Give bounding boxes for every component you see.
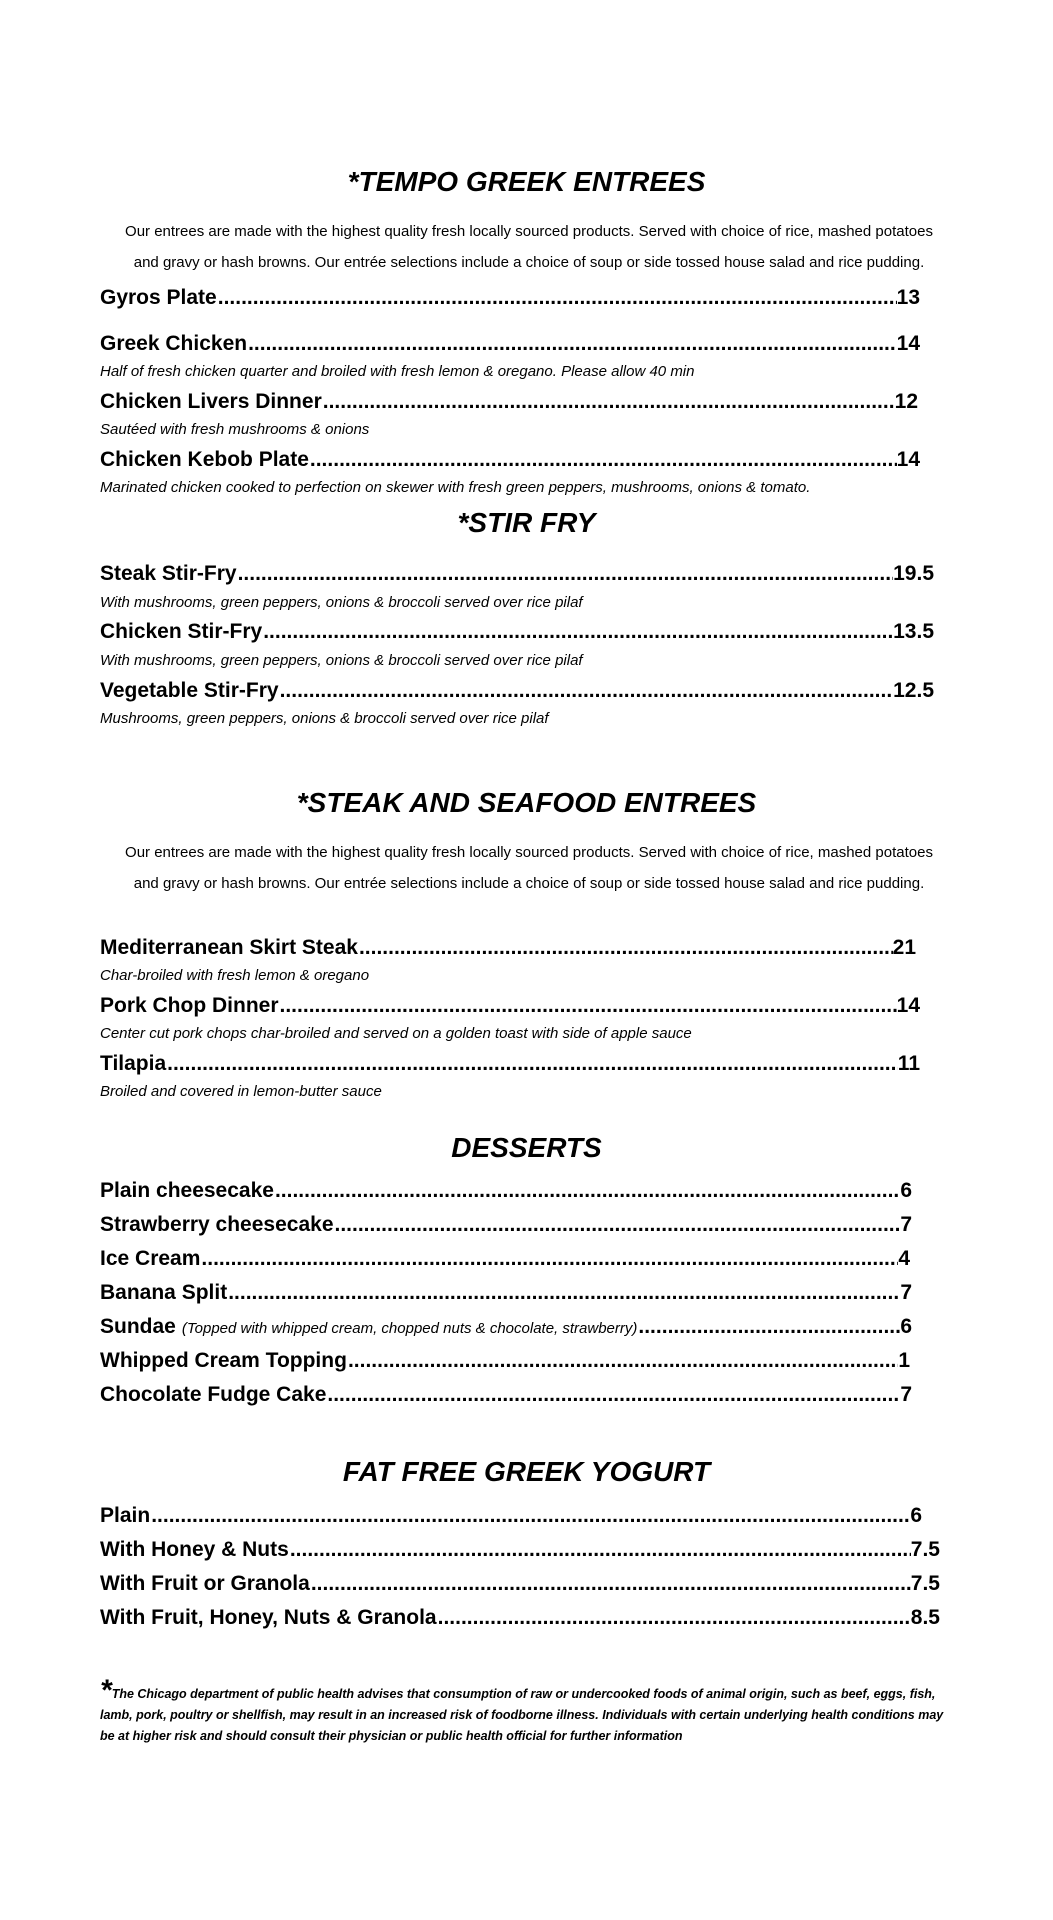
item-description: Half of fresh chicken quarter and broiled with fresh lemon & oregano. Please allow 40 min [100,363,695,380]
greek-entrees-intro [98,216,960,278]
menu-item-chicken-livers-dinner [100,389,918,415]
item-description: Center cut pork chops char-broiled and served on a golden toast with side of apple sauce [100,1025,692,1042]
item-price: 21 [892,936,916,959]
leader-dots [217,285,897,311]
footnote-text: The Chicago department of public health advises that consumption of raw or undercooked foods of animal origin, such as beef, eggs, fish, lamb, pork, poultry or shellfish, may result in an increased risk of foodborne illness. Individuals with certain underlying health conditions may be at higher risk and should consult their physician or public health official for further information [100,1687,944,1743]
intro-line: and gravy or hash browns. Our entrée selections include a choice of soup or side tossed house salad and rice pudding. [133,875,925,892]
item-name: Greek Chicken [100,332,248,355]
item-note: (Topped with whipped cream, chopped nuts & chocolate, strawberry) [181,1320,638,1337]
item-description: Broiled and covered in lemon-butter sauce [100,1083,382,1100]
item-name: With Fruit or Granola [100,1572,310,1595]
menu-item-tilapia [100,1051,920,1077]
item-price: 14 [896,994,920,1017]
menu-item-strawberry-cheesecake [100,1212,912,1238]
menu-item-chicken-stir-fry [100,619,934,645]
item-name: Banana Split [100,1281,228,1304]
item-name: Chicken Livers Dinner [100,390,322,413]
leader-dots [309,447,897,473]
section-heading-greek-entrees: *TEMPO GREEK ENTREES [347,166,706,197]
item-price: 1 [898,1349,910,1372]
intro-line: Our entrees are made with the highest quality fresh locally sourced products. Served with choice of rice, mashed potatoes [125,223,933,240]
leader-dots [637,1314,900,1340]
item-price: 7 [900,1213,912,1236]
section-heading-steak-seafood: *STEAK AND SEAFOOD ENTREES [296,787,757,818]
item-description: Marinated chicken cooked to perfection on skewer with fresh green peppers, mushrooms, onions & tomato. [100,479,811,496]
leader-dots [347,1348,898,1374]
health-advisory-footnote [100,1674,950,1747]
item-price: 8.5 [910,1606,940,1629]
leader-dots [437,1605,911,1631]
item-description: With mushrooms, green peppers, onions & broccoli served over rice pilaf [100,652,583,669]
item-price: 6 [900,1179,912,1202]
menu-item-sundae [100,1314,912,1342]
item-price: 7 [900,1281,912,1304]
item-name: Strawberry cheesecake [100,1213,334,1236]
menu-item-pork-chop-dinner [100,993,920,1019]
menu-item-yogurt-plain [100,1503,922,1529]
leader-dots [279,678,894,704]
steak-seafood-intro [98,837,960,899]
item-name: Chicken Stir-Fry [100,620,263,643]
leader-dots [227,1280,900,1306]
item-price: 14 [896,448,920,471]
menu-item-yogurt-fruit-honey-nuts-granola [100,1605,940,1631]
leader-dots [150,1503,910,1529]
item-description: With mushrooms, green peppers, onions & broccoli served over rice pilaf [100,594,583,611]
item-price: 6 [910,1504,922,1527]
menu-item-yogurt-fruit-granola [100,1571,940,1597]
menu-item-chicken-kebob-plate [100,447,920,473]
item-name: Tilapia [100,1052,167,1075]
leader-dots [279,993,897,1019]
menu-item-chocolate-fudge-cake [100,1382,912,1408]
item-price: 11 [897,1052,920,1075]
item-price: 13.5 [893,620,934,643]
leader-dots [334,1212,901,1238]
item-name: Sundae [100,1315,176,1338]
leader-dots [274,1178,900,1204]
menu-item-mediterranean-skirt-steak [100,935,916,961]
leader-dots [289,1537,911,1563]
section-heading-desserts: DESSERTS [451,1132,602,1163]
menu-item-greek-chicken [100,331,920,357]
item-name: Mediterranean Skirt Steak [100,936,358,959]
item-price: 12.5 [893,679,934,702]
item-name: Plain [100,1504,151,1527]
leader-dots [310,1571,911,1597]
item-price: 12 [894,390,918,413]
item-price: 13 [896,286,920,309]
item-price: 7.5 [910,1538,940,1561]
intro-line: Our entrees are made with the highest quality fresh locally sourced products. Served with choice of rice, mashed potatoes [125,844,933,861]
menu-item-gyros-plate [100,285,920,311]
item-name: Pork Chop Dinner [100,994,279,1017]
item-name: Chocolate Fudge Cake [100,1383,327,1406]
item-name: With Honey & Nuts [100,1538,289,1561]
item-price: 7.5 [910,1572,940,1595]
leader-dots [322,389,895,415]
leader-dots [262,619,893,645]
item-name: With Fruit, Honey, Nuts & Granola [100,1606,437,1629]
item-price: 4 [898,1247,910,1270]
leader-dots [166,1051,898,1077]
menu-item-ice-cream [100,1246,910,1272]
menu-item-banana-split [100,1280,912,1306]
item-name: Gyros Plate [100,286,217,309]
item-name: Vegetable Stir-Fry [100,679,279,702]
item-description: Mushrooms, green peppers, onions & broccoli served over rice pilaf [100,710,549,727]
item-name: Chicken Kebob Plate [100,448,309,471]
menu-item-vegetable-stir-fry [100,678,934,704]
item-name: Ice Cream [100,1247,201,1270]
item-price: 7 [900,1383,912,1406]
leader-dots [237,561,894,587]
menu-item-yogurt-honey-nuts [100,1537,940,1563]
leader-dots [358,935,893,961]
menu-item-whipped-cream-topping [100,1348,910,1374]
item-description: Sautéed with fresh mushrooms & onions [100,421,370,438]
leader-dots [200,1246,898,1272]
item-name: Steak Stir-Fry [100,562,237,585]
leader-dots [247,331,897,357]
item-price: 19.5 [893,562,934,585]
item-name: Whipped Cream Topping [100,1349,347,1372]
menu-item-steak-stir-fry [100,561,934,587]
menu-item-plain-cheesecake [100,1178,912,1204]
item-description: Char-broiled with fresh lemon & oregano [100,967,370,984]
footnote-asterisk: * [100,1674,112,1707]
section-heading-stir-fry: *STIR FRY [457,507,596,538]
item-price: 6 [900,1315,912,1338]
item-name: Plain cheesecake [100,1179,274,1202]
intro-line: and gravy or hash browns. Our entrée selections include a choice of soup or side tossed house salad and rice pudding. [133,254,925,271]
item-price: 14 [896,332,920,355]
leader-dots [326,1382,900,1408]
section-heading-greek-yogurt: FAT FREE GREEK YOGURT [342,1456,711,1487]
